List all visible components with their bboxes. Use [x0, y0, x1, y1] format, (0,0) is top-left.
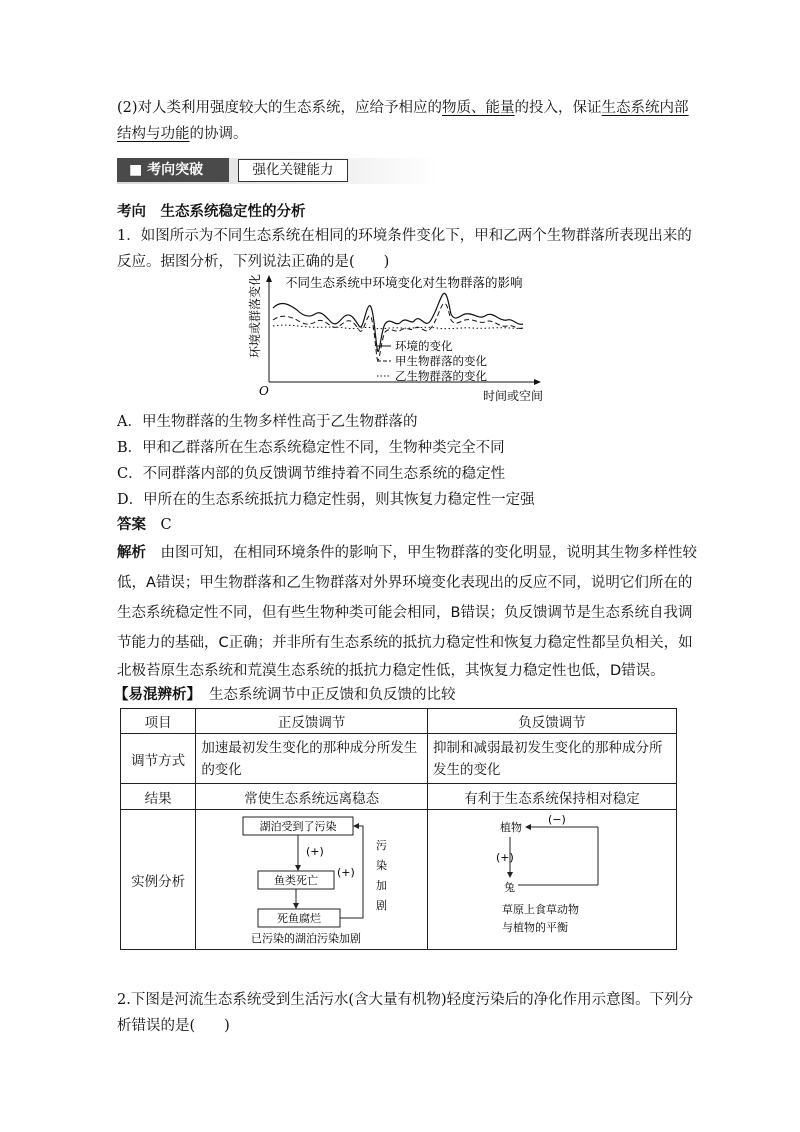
- row-neg-result: 有利于生态系统保持相对稳定: [428, 784, 677, 810]
- intro-underline-1: 物质、能量: [442, 100, 515, 116]
- confuse-heading: [114, 685, 456, 705]
- chart-legend: [377, 339, 487, 383]
- neg-plus-label: (+): [496, 850, 514, 864]
- analysis-label: 解析: [117, 545, 146, 561]
- negative-feedback-diagram: [428, 811, 676, 949]
- option-a: A．甲生物群落的生物多样性高于乙生物群落的: [117, 414, 418, 430]
- row-pos-example: [196, 810, 428, 950]
- neg-minus-label: (−): [548, 812, 566, 826]
- option-c: C．不同群落内部的负反馈调节维持着不同生态系统的稳定性: [117, 466, 506, 482]
- neg-top-arrow-icon: [525, 824, 531, 830]
- community-change-chart: [245, 270, 545, 402]
- pos-box-rot-text: 死鱼腐烂: [277, 911, 322, 925]
- legend-label-community-a: 甲生物群落的变化: [395, 354, 487, 368]
- intro-text-2: 的投入，保证: [514, 100, 602, 116]
- row-neg-example: [428, 810, 677, 950]
- q1-line-1: 1．如图所示为不同生态系统在相同的环境条件变化下，甲和乙两个生物群落所表现出来的: [117, 228, 692, 244]
- analysis-line-1: [117, 543, 697, 563]
- header-item: 项目: [121, 709, 196, 734]
- pos-loop-head-icon: [353, 823, 359, 829]
- banner-dark-label: [117, 158, 229, 182]
- pos-box-fish-death-text: 鱼类死亡: [274, 873, 319, 887]
- row-neg-mode: 抑制和减弱最初发生变化的那种成分所发生的变化: [428, 734, 677, 784]
- row-item-mode: 调节方式: [121, 734, 196, 784]
- neg-rabbit-label: 兔: [504, 880, 515, 894]
- header-negative: 负反馈调节: [428, 709, 677, 734]
- pos-side-char-2: 染: [376, 858, 388, 872]
- intro-text-3: 的协调。: [189, 126, 248, 142]
- intro-underline-2: 生态系统内部: [601, 100, 689, 116]
- pos-side-char-1: 污: [376, 838, 388, 852]
- banner-box-label: 强化关键能力: [238, 159, 348, 182]
- x-axis-label: 时间或空间: [483, 389, 544, 402]
- row-item-example: 实例分析: [121, 810, 196, 950]
- banner-bullet-icon: ■: [129, 162, 148, 178]
- row-item-result: 结果: [121, 784, 196, 810]
- answer-value: C: [160, 517, 172, 533]
- table-row: [121, 810, 677, 950]
- q1-line-2: 反应。据图分析，下列说法正确的是( ): [117, 254, 390, 270]
- pos-side-char-4: 剧: [376, 898, 388, 912]
- q2-line-1: 2.下图是河流生态系统受到生活污水(含大量有机物)轻度污染后的净化作用示意图。下列分: [117, 992, 694, 1008]
- analysis-line-3: 生态系统稳定性不同，但有些生物种类可能会相同，B错误；负反馈调节是生态系统自我调: [117, 605, 693, 621]
- pos-caption: 已污染的湖泊污染加剧: [251, 931, 362, 945]
- x-axis-arrow-icon: [534, 379, 541, 385]
- neg-plant-label: 植物: [500, 820, 522, 834]
- analysis-line-4: 节能力的基础，C正确；并非所有生态系统的抵抗力稳定性和恢复力稳定性都呈负相关，如: [117, 635, 693, 651]
- pos-arrow-2-head-icon: [293, 903, 299, 909]
- neg-left-arrow-icon: [507, 872, 513, 878]
- pos-box-pollution-text: 湖泊受到了污染: [259, 819, 337, 833]
- answer-label: 答案: [117, 517, 146, 533]
- topic-heading: [117, 202, 306, 222]
- analysis-line-5: 北极苔原生态系统和荒漠生态系统的抵抗力稳定性低，其恢复力稳定性也低，D错误。: [117, 663, 665, 679]
- y-axis-label: 环境或群落变化: [248, 273, 262, 358]
- neg-caption-2: 与植物的平衡: [502, 920, 568, 934]
- y-axis-label-group: [247, 274, 262, 358]
- positive-feedback-diagram: [196, 811, 418, 949]
- pos-side-char-3: 加: [376, 878, 388, 892]
- feedback-comparison-table: [120, 708, 677, 950]
- legend-label-community-b: 乙生物群落的变化: [395, 369, 487, 383]
- table-header-row: [121, 709, 677, 734]
- answer-line: [117, 515, 172, 535]
- option-d: D．甲所在的生态系统抵抗力稳定性弱，则其恢复力稳定性一定强: [117, 492, 535, 508]
- table-row: [121, 784, 677, 810]
- row-pos-mode: 加速最初发生变化的那种成分所发生的变化: [196, 734, 428, 784]
- option-b: B．甲和乙群落所在生态系统稳定性不同，生物种类完全不同: [117, 440, 505, 456]
- analysis-line-2: 低，A错误；甲生物群落和乙生物群落对外界环境变化表现出的反应不同，说明它们所在的: [117, 575, 693, 591]
- series-community-b-line: [273, 325, 523, 329]
- pos-side-plus: (+): [337, 865, 356, 879]
- intro-line-1: [117, 98, 689, 118]
- banner-dark-text: 考向突破: [147, 162, 204, 178]
- intro-underline-3: 结构与功能: [117, 126, 190, 142]
- intro-text-1: (2)对人类利用强度较大的生态系统，应给予相应的: [117, 100, 443, 116]
- analysis-text-1: 由图可知，在相同环境条件的影响下，甲生物群落的变化明显，说明其生物多样性较: [160, 545, 697, 561]
- pos-arrow-1-head-icon: [295, 865, 301, 871]
- confuse-title: 生态系统调节中正反馈和负反馈的比较: [209, 687, 456, 703]
- topic-title: 生态系统稳定性的分析: [160, 204, 306, 220]
- neg-caption-1: 草原上食草动物: [502, 902, 579, 916]
- pos-plus-label: (+): [306, 844, 325, 858]
- row-pos-result: 常使生态系统远离稳态: [196, 784, 428, 810]
- y-axis-arrow-icon: [266, 275, 272, 282]
- table-row: [121, 734, 677, 784]
- confuse-label: 【易混辨析】: [114, 687, 201, 703]
- legend-label-environment: 环境的变化: [395, 339, 453, 353]
- chart-origin: O: [259, 384, 269, 398]
- chart-title: 不同生态系统中环境变化对生物群落的影响: [285, 275, 523, 290]
- header-positive: 正反馈调节: [196, 709, 428, 734]
- intro-line-2: [117, 124, 248, 144]
- topic-label: 考向: [117, 204, 146, 220]
- q2-line-2: 析错误的是( ): [117, 1018, 230, 1034]
